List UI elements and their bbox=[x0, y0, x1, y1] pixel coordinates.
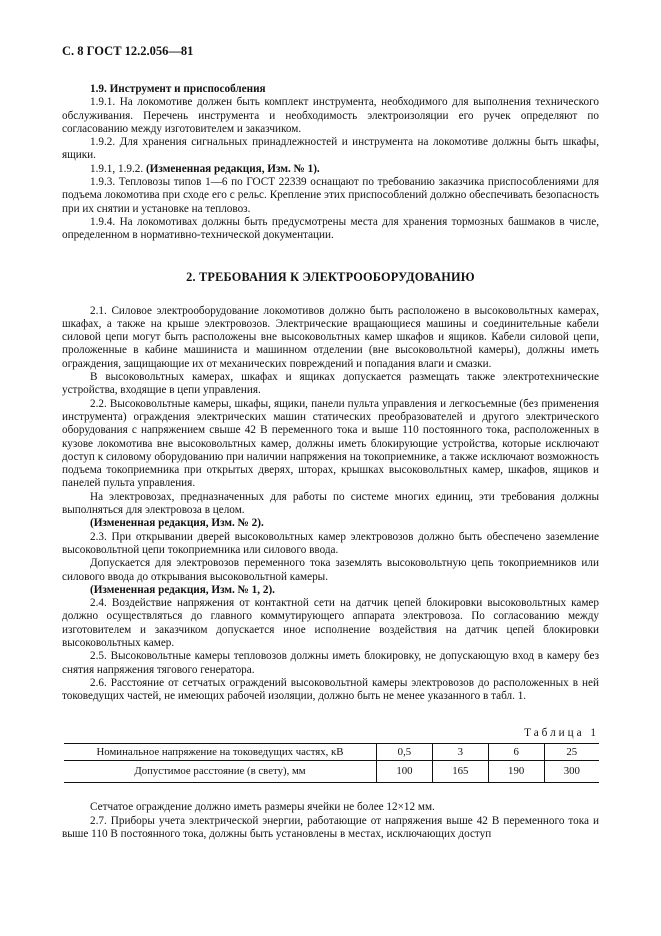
paragraph-2-2-cont: На электровозах, предназначенных для работы по системе многих единиц, эти требования должны выполняться для электровоза в целом. bbox=[62, 490, 599, 517]
paragraph-mesh: Сетчатое ограждение должно иметь размеры ячейки не более 12×12 мм. bbox=[90, 801, 435, 814]
paragraph-2-7: 2.7. Приборы учета электрической энергии, работающие от напряжения выше 42 В переменного тока и выше 110 В постоянного тока, должны быть установлены в местах, исключающих доступ bbox=[62, 814, 599, 841]
running-header: С. 8 ГОСТ 12.2.056—81 bbox=[62, 44, 194, 58]
paragraph-1-9-1: 1.9.1. На локомотиве должен быть комплект инструмента, необходимого для выполнения технического обслуживания. Перечень инструмента и необходимость электроизоляции его ручек определяют по согласованию между изготовителем и заказчиком. bbox=[62, 96, 599, 135]
amendment-refs: 1.9.1, 1.9.2. bbox=[90, 162, 144, 175]
table-cell-label: Номинальное напряжение на токоведущих частях, кВ bbox=[64, 744, 377, 761]
paragraph-1-9-4: 1.9.4. На локомотивах должны быть предусмотрены места для хранения тормозных башмаков в числе, определенном в нормативно-технической документации. bbox=[62, 215, 599, 242]
table-1-label: Таблица 1 bbox=[524, 727, 599, 740]
amendment-text: (Измененная редакция, Изм. № 1). bbox=[145, 162, 320, 175]
paragraph-2-3: 2.3. При открывании дверей высоковольтных камер электровозов должно быть обеспечено заземление высоковольтной цепи токоприемника или силового ввода. bbox=[62, 530, 599, 556]
table-cell: 300 bbox=[544, 761, 599, 783]
table-cell: 3 bbox=[432, 744, 488, 761]
table-cell: 25 bbox=[544, 744, 599, 761]
paragraph-2-5: 2.5. Высоковольтные камеры тепловозов должны иметь блокировку, не допускающую вход в камеру без снятия напряжения тягового генератора. bbox=[62, 650, 599, 676]
amendment-note-1-9 bbox=[62, 163, 599, 176]
paragraph-1-9-2: 1.9.2. Для хранения сигнальных принадлежностей и инструмента на локомотиве должны быть шкафы, ящики. bbox=[62, 136, 599, 162]
paragraph-2-4: 2.4. Воздействие напряжения от контактной сети на датчик цепей блокировки высоковольтных камер должно осуществляться до главного коммутирующего аппарата электровоза. По согласованию между изготовителем и заказчиком допускается иное исполнение воздействия на датчик цепей блокировки высоковольтных камер. bbox=[62, 597, 599, 649]
paragraph-2-1: 2.1. Силовое электрооборудование локомотивов должно быть расположено в высоковольтных камерах, шкафах, а также на крыше электровозов. Электрические вращающиеся машины и соединительные кабели силовой цепи могут быть расположены вне высоковольтных камер шкафов и ящиков. Кабели силовой цепи, проложенные в кабине машиниста и машинном отделении (вне высоковольтной камеры), должны иметь ограждения, защищающие их от механических повреждений и попадания влаги и смазки. bbox=[62, 304, 599, 370]
paragraph-2-2: 2.2. Высоковольтные камеры, шкафы, ящики, панели пульта управления и легкосъемные (без применения инструмента) ограждения электрических машин статических преобразователей и другого электрического оборудования с напряжением свыше 42 В переменного тока и выше 110 постоянного тока, расположенных в кузове локомотива вне высоковольтных камер, должны иметь блокирующие устройства, которые исключают доступ к силовому оборудованию при наличии напряжения на токоприемнике, а также исключают возможность подъема токоприемника при открытых дверях, шторах, крышках высоковольтных камер, шкафов, ящиков и панелей пульта управления. bbox=[62, 397, 599, 490]
table-cell: 165 bbox=[432, 761, 488, 783]
table-cell: 190 bbox=[488, 761, 544, 783]
section-1-9-heading: 1.9. Инструмент и приспособления bbox=[90, 83, 266, 95]
paragraph-2-1-cont: В высоковольтных камерах, шкафах и ящиках допускается размещать также электротехнические устройства, входящие в цепи управления. bbox=[62, 371, 599, 397]
table-cell: 0,5 bbox=[377, 744, 433, 761]
table-cell-label: Допустимое расстояние (в свету), мм bbox=[64, 761, 377, 783]
table-row-distance bbox=[64, 761, 599, 783]
amendment-note-2: (Измененная редакция, Изм. № 2). bbox=[90, 517, 264, 530]
paragraph-2-3-cont: Допускается для электровозов переменного тока заземлять высоковольтную цепь токоприемников или силового ввода до открывания высоковольтной камеры. bbox=[62, 557, 599, 583]
paragraph-1-9-3: 1.9.3. Тепловозы типов 1—6 по ГОСТ 22339 оснащают по требованию заказчика приспособлениями для подъема локомотива при сходе его с рельс. Крепление этих приспособлений должно обеспечивать безопасность при их снятии и установке на тепловоз. bbox=[62, 176, 599, 215]
table-1 bbox=[64, 743, 599, 783]
amendment-note-1-2: (Измененная редакция, Изм. № 1, 2). bbox=[90, 583, 275, 596]
table-cell: 6 bbox=[488, 744, 544, 761]
paragraph-2-6: 2.6. Расстояние от сетчатых ограждений высоковольтной камеры электровозов до расположенных в ней токоведущих частей, не имеющих рабочей изоляции, должно быть не менее указанного в табл. 1. bbox=[62, 676, 599, 703]
table-cell: 100 bbox=[377, 761, 433, 783]
table-row-voltage bbox=[64, 744, 599, 761]
section-2-heading: 2. ТРЕБОВАНИЯ К ЭЛЕКТРООБОРУДОВАНИЮ bbox=[186, 269, 475, 284]
document-page bbox=[62, 44, 599, 841]
